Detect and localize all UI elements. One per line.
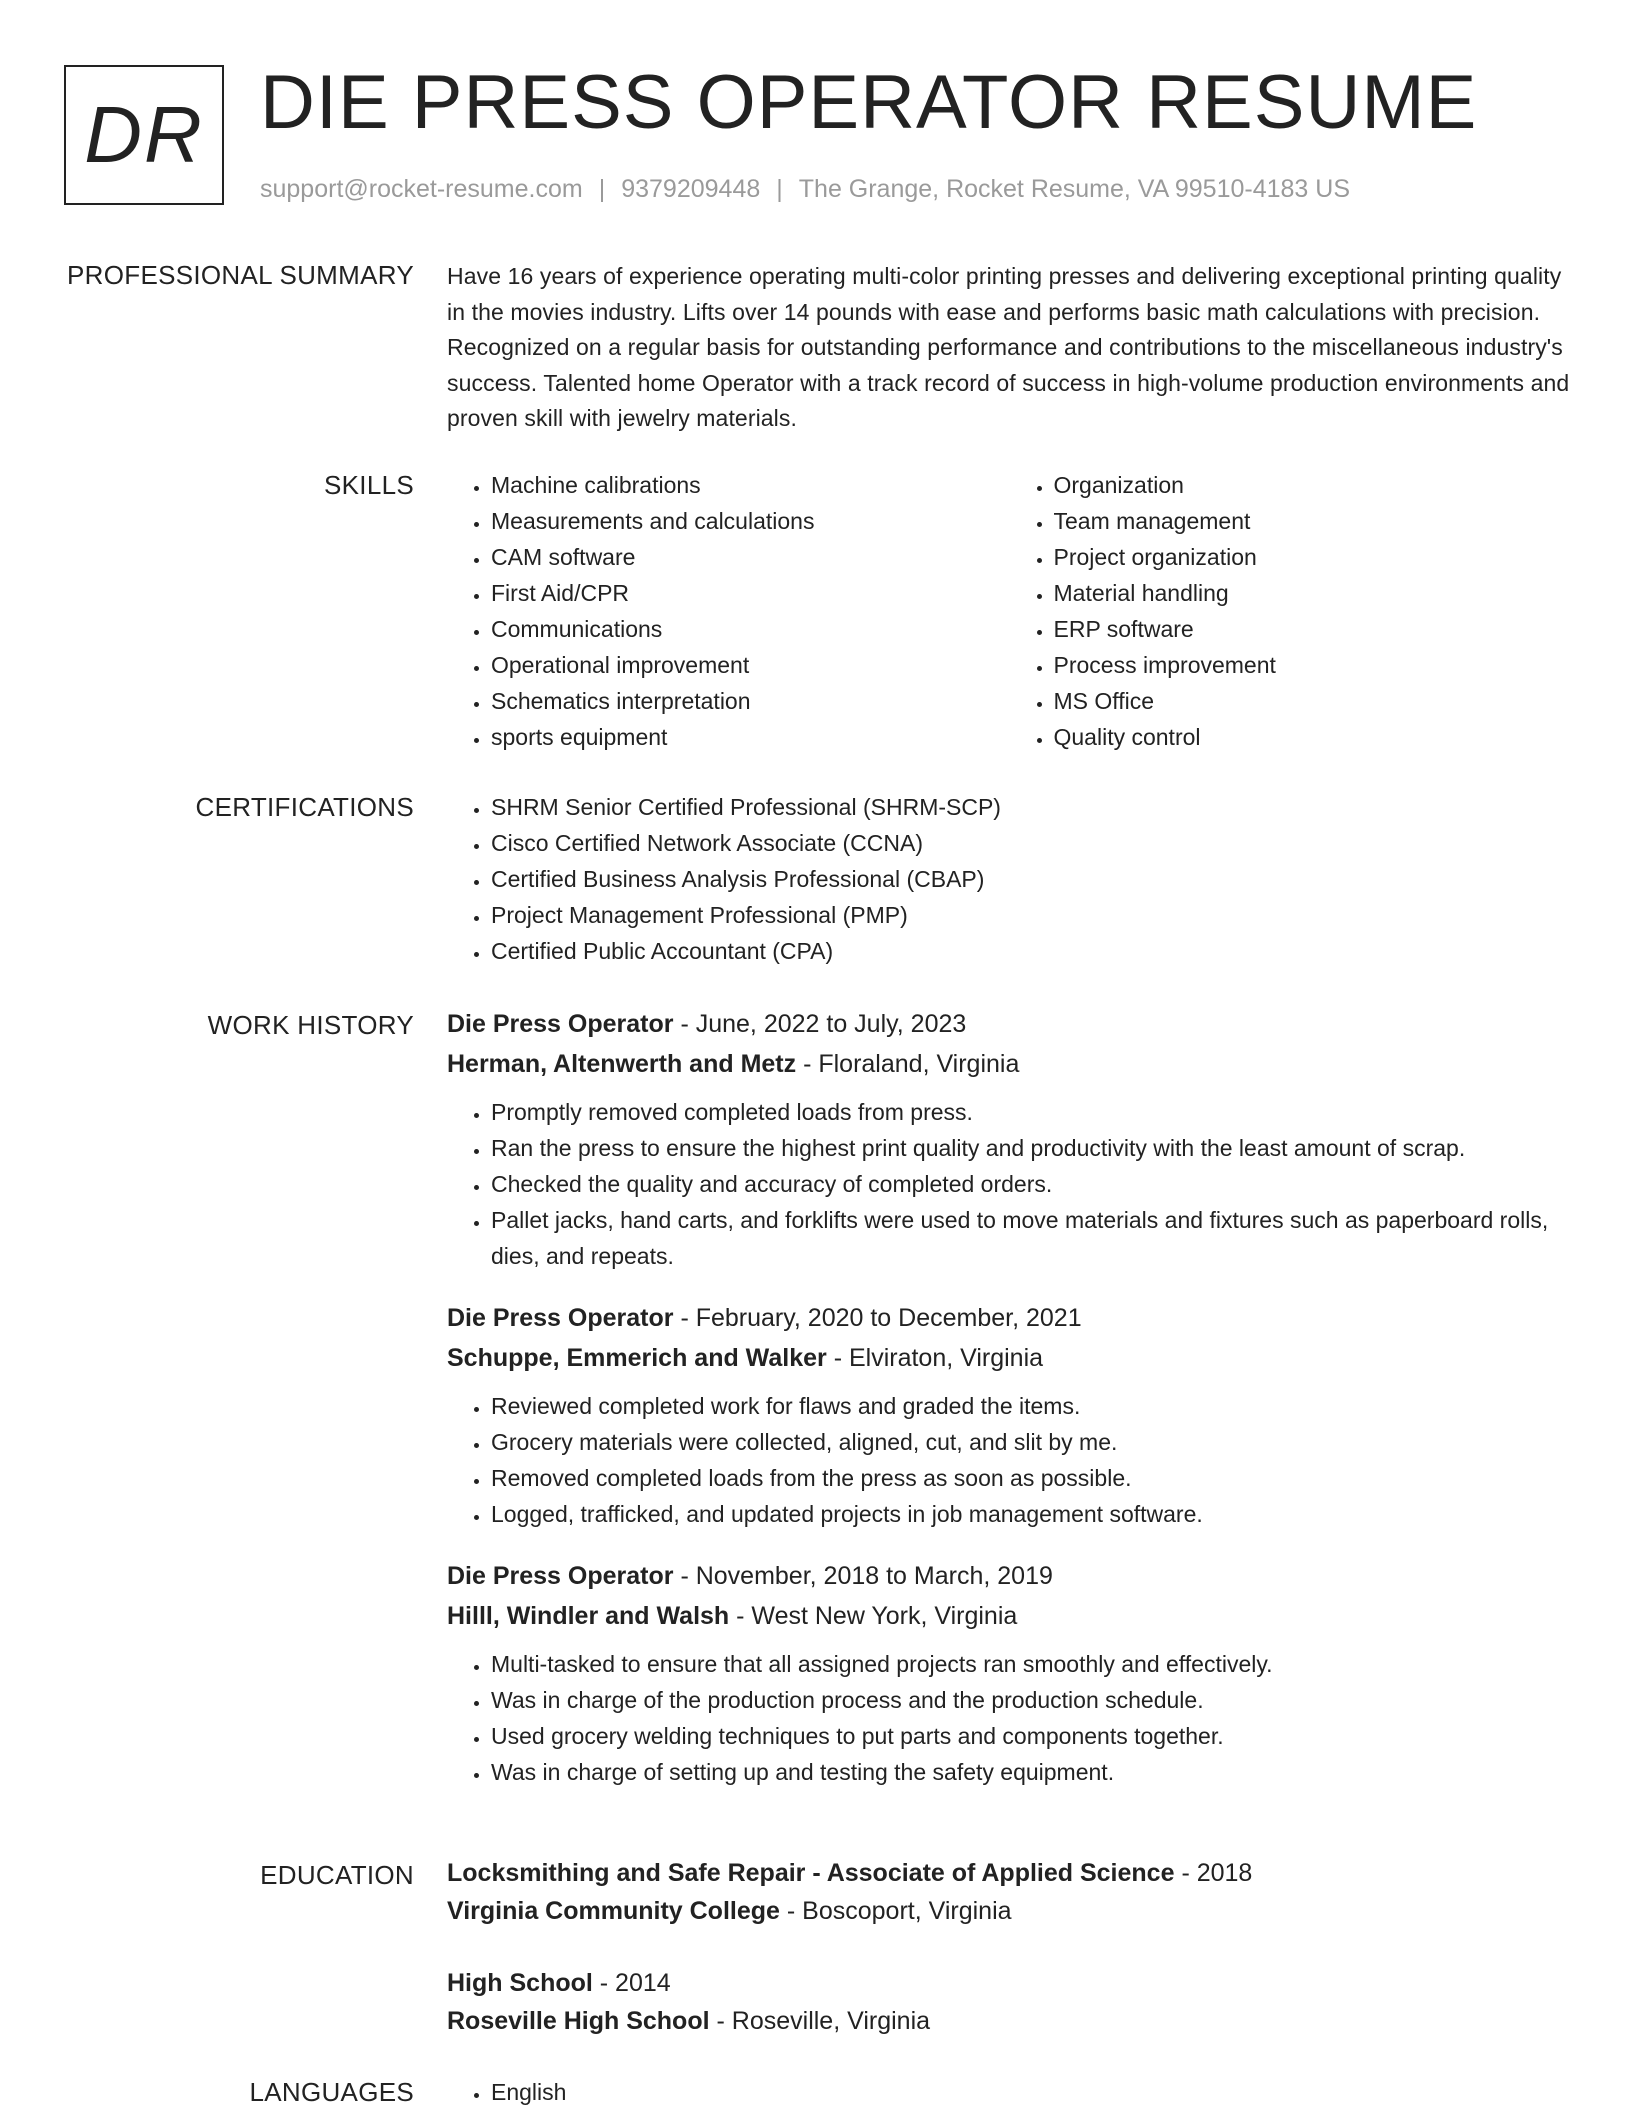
- education-degree-line: [447, 1854, 1572, 1892]
- job-bullet: • Reviewed completed work for flaws and graded the items.: [491, 1388, 1572, 1424]
- education-school-line: [447, 1892, 1572, 1930]
- skill-item: • Project organization: [1054, 539, 1573, 575]
- section-label-certifications: CERTIFICATIONS: [195, 792, 414, 822]
- job-company: Hilll, Windler and Walsh: [447, 1602, 730, 1630]
- skill-item: • Machine calibrations: [491, 467, 1010, 503]
- job-entry: [447, 1298, 1572, 1532]
- skill-item: • CAM software: [491, 539, 1010, 575]
- job-bullet: • Was in charge of setting up and testing the safety equipment.: [491, 1754, 1572, 1790]
- job-company-line: [447, 1044, 1572, 1084]
- education-degree-line: [447, 1964, 1572, 2002]
- job-bullet: • Multi-tasked to ensure that all assigned projects ran smoothly and effectively.: [491, 1646, 1572, 1682]
- contact-separator: |: [776, 175, 783, 203]
- job-bullet: • Grocery materials were collected, aligned, cut, and slit by me.: [491, 1424, 1572, 1460]
- certification-item: • Project Management Professional (PMP): [491, 897, 1572, 933]
- job-company: Schuppe, Emmerich and Walker: [447, 1344, 827, 1372]
- job-dates: - November, 2018 to March, 2019: [673, 1562, 1053, 1590]
- certifications-content: [447, 789, 1572, 969]
- skills-columns: [447, 467, 1572, 755]
- education-degree: Locksmithing and Safe Repair - Associate of Applied Science: [447, 1859, 1175, 1887]
- contact-phone: 9379209448: [621, 175, 761, 203]
- certification-item: • Cisco Certified Network Associate (CCNA): [491, 825, 1572, 861]
- job-entry: [447, 1004, 1572, 1274]
- languages-list: [447, 2074, 1572, 2110]
- education-location: - Roseville, Virginia: [709, 2007, 931, 2035]
- job-bullets: [447, 1646, 1572, 1790]
- skill-item: • ERP software: [1054, 611, 1573, 647]
- resume-header: [64, 60, 1584, 214]
- education-year: - 2018: [1174, 1859, 1253, 1887]
- section-label-education: EDUCATION: [260, 1860, 414, 1890]
- section-label-languages: LANGUAGES: [249, 2077, 414, 2107]
- job-entry: [447, 1556, 1572, 1790]
- certification-item: • SHRM Senior Certified Professional (SHRM-SCP): [491, 789, 1572, 825]
- contact-line: [260, 174, 1350, 204]
- skill-item: • Communications: [491, 611, 1010, 647]
- job-bullet: • Pallet jacks, hand carts, and forklifts were used to move materials and fixtures such as paperboard rolls, dies, and repeats.: [491, 1202, 1572, 1274]
- job-dates: - June, 2022 to July, 2023: [673, 1010, 967, 1038]
- skill-item: • First Aid/CPR: [491, 575, 1010, 611]
- skill-item: • MS Office: [1054, 683, 1573, 719]
- job-bullets: [447, 1094, 1572, 1274]
- skill-item: • Operational improvement: [491, 647, 1010, 683]
- education-location: - Boscoport, Virginia: [779, 1897, 1012, 1925]
- job-bullet: • Promptly removed completed loads from press.: [491, 1094, 1572, 1130]
- skill-item: • Organization: [1054, 467, 1573, 503]
- skill-item: • sports equipment: [491, 719, 1010, 755]
- language-item: • English: [491, 2074, 1572, 2110]
- languages-content: [447, 2074, 1572, 2110]
- skill-item: • Team management: [1054, 503, 1573, 539]
- contact-address: The Grange, Rocket Resume, VA 99510-4183 US: [798, 175, 1350, 203]
- job-bullet: • Removed completed loads from the press as soon as possible.: [491, 1460, 1572, 1496]
- skill-item: • Quality control: [1054, 719, 1573, 755]
- contact-separator: |: [598, 175, 606, 203]
- contact-email: support@rocket-resume.com: [260, 175, 583, 203]
- skill-item: • Process improvement: [1054, 647, 1573, 683]
- job-title-line: [447, 1298, 1572, 1338]
- education-school: Roseville High School: [447, 2007, 710, 2035]
- job-title: Die Press Operator: [447, 1010, 674, 1038]
- job-bullets: [447, 1388, 1572, 1532]
- education-degree: High School: [447, 1969, 593, 1997]
- work-content: [447, 1004, 1572, 1814]
- section-label-summary: PROFESSIONAL SUMMARY: [67, 260, 414, 290]
- job-bullet: • Checked the quality and accuracy of completed orders.: [491, 1166, 1572, 1202]
- summary-text: Have 16 years of experience operating multi-color printing presses and delivering exceptional printing quality in the movies industry. Lifts over 14 pounds with ease and performs basic math calculations with precision. Recognized on a regular basis for outstanding performance and contributions to the miscellaneous industry's success. Talented home Operator with a track record of success in high-volume production environments and proven skill with jewelry materials.: [447, 263, 1570, 431]
- job-dates: - February, 2020 to December, 2021: [673, 1304, 1082, 1332]
- certification-item: • Certified Public Accountant (CPA): [491, 933, 1572, 969]
- job-company-line: [447, 1338, 1572, 1378]
- job-location: - West New York, Virginia: [729, 1602, 1018, 1630]
- section-label-work: WORK HISTORY: [207, 1010, 414, 1040]
- education-entry: [447, 1964, 1572, 2040]
- job-title: Die Press Operator: [447, 1304, 674, 1332]
- job-company: Herman, Altenwerth and Metz: [447, 1050, 797, 1078]
- job-bullet: • Used grocery welding techniques to put parts and components together.: [491, 1718, 1572, 1754]
- job-title: Die Press Operator: [447, 1562, 674, 1590]
- skills-list-left: [447, 467, 1010, 755]
- skill-item: • Schematics interpretation: [491, 683, 1010, 719]
- certifications-list: [447, 789, 1572, 969]
- job-title-line: [447, 1004, 1572, 1044]
- job-company-line: [447, 1596, 1572, 1636]
- education-entry: [447, 1854, 1572, 1930]
- education-school: Virginia Community College: [447, 1897, 780, 1925]
- certification-item: • Certified Business Analysis Professional (CBAP): [491, 861, 1572, 897]
- job-bullet: • Was in charge of the production process and the production schedule.: [491, 1682, 1572, 1718]
- monogram-badge: DR: [64, 65, 224, 205]
- education-content: [447, 1854, 1572, 2074]
- job-bullet: • Logged, trafficked, and updated projects in job management software.: [491, 1496, 1572, 1532]
- education-school-line: [447, 2002, 1572, 2040]
- skill-item: • Material handling: [1054, 575, 1573, 611]
- skill-item: • Measurements and calculations: [491, 503, 1010, 539]
- job-location: - Floraland, Virginia: [796, 1050, 1020, 1078]
- page-title: DIE PRESS OPERATOR RESUME: [260, 60, 1478, 145]
- skills-list-right: [1010, 467, 1573, 755]
- education-year: - 2014: [592, 1969, 671, 1997]
- job-location: - Elviraton, Virginia: [826, 1344, 1044, 1372]
- job-bullet: • Ran the press to ensure the highest print quality and productivity with the least amount of scrap.: [491, 1130, 1572, 1166]
- section-label-skills: SKILLS: [324, 470, 414, 500]
- job-title-line: [447, 1556, 1572, 1596]
